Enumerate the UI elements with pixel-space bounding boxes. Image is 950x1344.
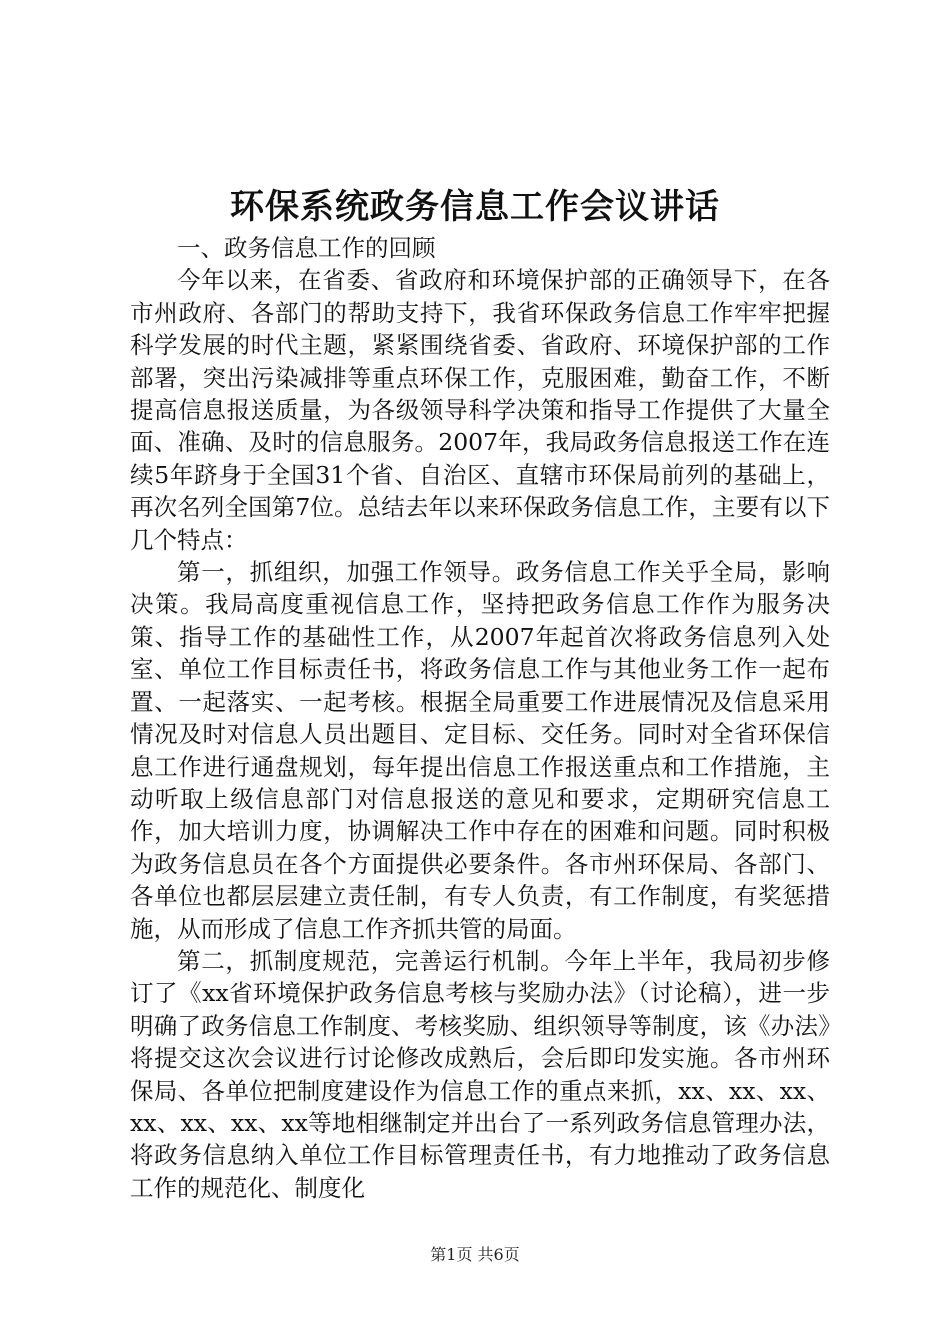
- paragraph-first-point: 第一，抓组织，加强工作领导。政务信息工作关乎全局，影响决策。我局高度重视信息工作，坚持把政务信息工作作为服务决策、指导工作的基础性工作，从2007年起首次将政务信息列入处室、单位工作目标责任书，将政务信息工作与其他业务工作一起布置、一起落实、一起考核。根据全局重要工作进展情况及信息采用情况及时对信息人员出题目、定目标、交任务。同时对全省环保信息工作进行通盘规划，每年提出信息工作报送重点和工作措施，主动听取上级信息部门对信息报送的意见和要求，定期研究信息工作，加大培训力度，协调解决工作中存在的困难和问题。同时积极为政务信息员在各个方面提供必要条件。各市州环保局、各部门、各单位也都层层建立责任制，有专人负责，有工作制度，有奖惩措施，从而形成了信息工作齐抓共管的局面。: [130, 558, 830, 943]
- document-title: 环保系统政务信息工作会议讲话: [230, 187, 720, 227]
- paragraph-intro: 今年以来，在省委、省政府和环境保护部的正确领导下，在各市州政府、各部门的帮助支持下，我省环保政务信息工作牢牢把握科学发展的时代主题，紧紧围绕省委、省政府、环境保护部的工作部署，突出污染减排等重点环保工作，克服困难，勤奋工作，不断提高信息报送质量，为各级领导科学决策和指导工作提供了大量全面、准确、及时的信息服务。2007年，我局政务信息报送工作在连续5年跻身于全国31个省、自治区、直辖市环保局前列的基础上，再次名列全国第7位。总结去年以来环保政务信息工作，主要有以下几个特点：: [130, 266, 830, 554]
- paragraph-second-point: 第二，抓制度规范，完善运行机制。今年上半年，我局初步修订了《xx省环境保护政务信息考核与奖励办法》（讨论稿），进一步明确了政务信息工作制度、考核奖励、组织领导等制度，该《办法》将提交这次会议进行讨论修改成熟后，会后即印发实施。各市州环保局、各单位把制度建设作为信息工作的重点来抓，xx、xx、xx、xx、xx、xx、xx等地相继制定并出台了一系列政务信息管理办法，将政务信息纳入单位工作目标管理责任书，有力地推动了政务信息工作的规范化、制度化: [130, 946, 830, 1202]
- document-body: [130, 232, 830, 1204]
- section-heading: 一、政务信息工作的回顾: [177, 234, 436, 262]
- page-number: 第1页 共6页: [430, 1245, 520, 1264]
